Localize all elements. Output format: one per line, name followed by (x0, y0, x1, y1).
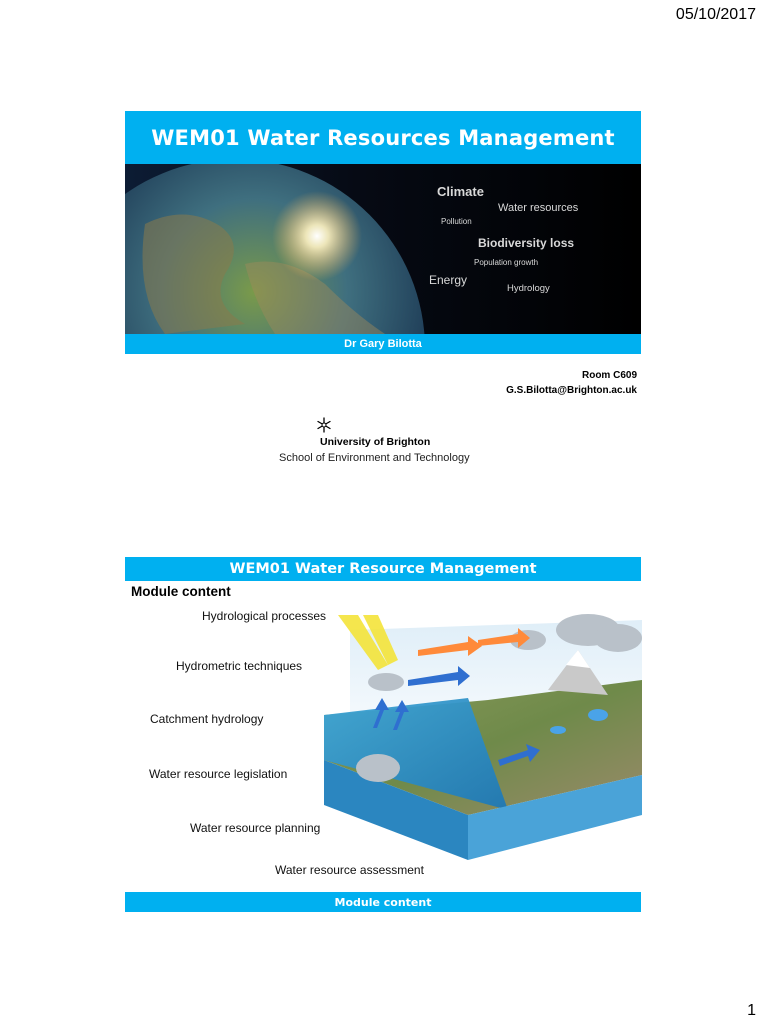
topic-water-resource-assessment: Water resource assessment (275, 863, 424, 877)
banner-word-biodiversity: Biodiversity loss (478, 236, 575, 250)
banner-word-water-resources: Water resources (498, 202, 579, 214)
banner-word-hydrology: Hydrology (507, 283, 550, 294)
university-name: University of Brighton (320, 436, 431, 448)
email-address: G.S.Bilotta@Brighton.ac.uk (506, 385, 637, 396)
presenter-name: Dr Gary Bilotta (125, 334, 641, 354)
page-number: 1 (747, 1002, 756, 1019)
water-cycle-diagram (318, 610, 642, 870)
topic-catchment-hydrology: Catchment hydrology (150, 712, 264, 726)
slide2-title: WEM01 Water Resource Management (125, 557, 641, 581)
topic-water-resource-legislation: Water resource legislation (149, 767, 288, 781)
university-logo-icon (316, 417, 332, 433)
room-number: Room C609 (581, 370, 637, 381)
banner-word-climate: Climate (437, 184, 484, 199)
print-date: 05/10/2017 (675, 6, 756, 23)
slide1-banner-image (125, 164, 641, 334)
banner-word-population: Population growth (474, 258, 539, 267)
topic-water-resource-planning: Water resource planning (190, 821, 321, 835)
topic-hydrometric-techniques: Hydrometric techniques (176, 659, 303, 673)
school-name: School of Environment and Technology (279, 452, 470, 464)
banner-word-pollution: Pollution (441, 217, 472, 226)
slide2-footer: Module content (125, 892, 641, 912)
slide2-heading: Module content (131, 584, 231, 599)
topic-hydrological-processes: Hydrological processes (202, 609, 327, 623)
banner-word-energy: Energy (429, 273, 468, 287)
slide1-title: WEM01 Water Resources Management (125, 111, 641, 164)
